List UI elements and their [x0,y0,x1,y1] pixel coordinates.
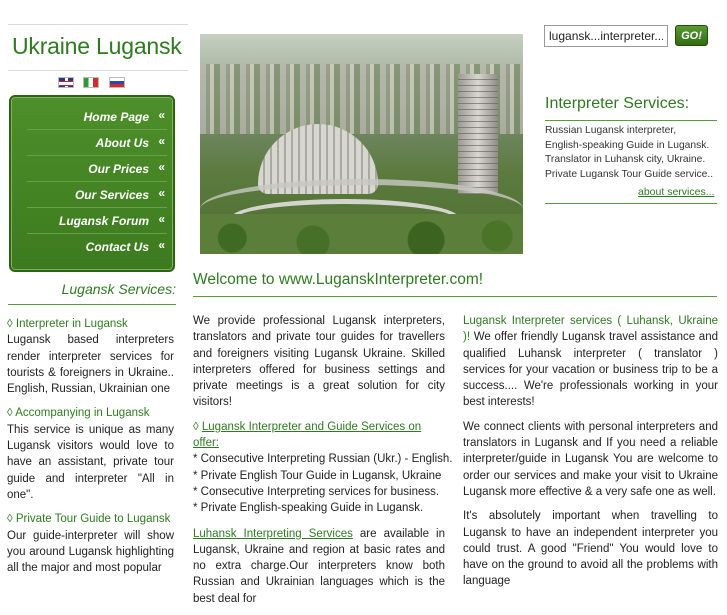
nav-label: About Us [95,136,149,150]
services-bullets [193,451,453,516]
site-title-box [8,24,188,71]
flag-italy-icon[interactable] [83,77,99,88]
list-item: * Private English Tour Guide in Lugansk, Ukraine [193,469,442,482]
summary-line: Private Lugansk Tour Guide service.. [545,168,714,180]
nav-item-services[interactable] [27,182,167,208]
chevron-left-icon: « [158,238,165,252]
flag-uk-icon[interactable] [58,77,74,88]
intro-paragraph: We provide professional Lugansk interpreters, translators and private tour guides for travellers and foreigners visiting Lugansk Ukraine. Skilled interpreters offered for business settings and private meetings is a great solution for city visitors! [193,315,445,409]
service-description: Our guide-interpreter will show you around Lugansk highlighting all the major and most popular [7,529,174,575]
chevron-left-icon: « [158,186,165,200]
nav-item-home[interactable] [27,104,167,130]
nav-item-about[interactable] [27,130,167,156]
flag-russia-icon[interactable] [109,77,125,88]
offer-text: We offer friendly Lugansk travel assistance and qualified Luhansk interpreter ( translator ) services for your vacation or business trip to be a success.... We're professionals working in your best interests! [463,331,718,409]
service-description: Lugansk based interpreters render interpreter services for tourists & foreigners in Ukraine.. English, Russian, Ukrainian one [7,334,174,396]
guide-services-heading [193,419,445,452]
list-item: * Consecutive Interpreting services for business. [193,485,440,498]
hero-trees [200,214,523,254]
diamond-icon: ◊ [193,420,202,433]
services-paragraph [193,526,445,607]
welcome-heading [193,269,717,297]
language-switcher [58,77,138,88]
interpreter-heading-text: Interpreter Services: [545,95,690,112]
interpreter-heading [545,93,717,121]
services-text: are available in Lugansk, Ukraine and region at basic rates and no extra charge.Our interpreters know both Russian and Ukrainian languages which is the best deal for [193,527,445,605]
service-title[interactable]: ◊ Private Tour Guide to Lugansk [7,513,171,526]
nav-label: Our Prices [88,162,149,176]
welcome-heading-text: Welcome to www.LuganskInterpreter.com! [193,271,484,288]
summary-line: Russian Lugansk interpreter, [545,125,677,136]
nav-label: Home Page [83,110,149,124]
list-item: * Private English-speaking Guide in Lugansk. [193,502,424,515]
offer-highlight: Lugansk Interpreter services ( Luhansk, Ukraine )! [463,315,718,344]
nav-item-forum[interactable] [27,208,167,234]
hero-tower [458,74,498,194]
chevron-left-icon: « [158,212,165,226]
list-item: * Consecutive Interpreting Russian (Ukr.) - English. [193,453,453,466]
summary-line: English-speaking Guide in Lugansk. [545,139,710,151]
trust-paragraph: It's absolutely important when travelling to Lugansk to have an independent interpreter you could trust. A good "Friend" You would love to have on the ground to avoid all the problems with language [463,510,718,588]
offer-paragraph [463,313,718,411]
connect-paragraph: We connect clients with personal interpreters and translators in Lugansk and If you need a reliable interpreter/guide in Lugansk You are welcome to order our services and make your visit to Ukraine Lugansk more effective & a very safe one as well. [463,420,718,498]
services-heading-text: Lugansk Services: [61,281,176,297]
service-title[interactable]: ◊ Interpreter in Lugansk [7,318,128,330]
search-button[interactable]: GO! [675,25,708,46]
summary-line: Translator in Luhansk city, Ukraine. [545,154,706,165]
chevron-left-icon: « [158,108,165,122]
nav-label: Our Services [74,188,149,202]
divider [545,203,717,204]
guide-services-link[interactable]: Lugansk Interpreter and Guide Services on offer: [193,420,422,450]
search-input[interactable] [544,25,668,47]
nav-item-contact[interactable] [27,234,167,260]
main-content [193,313,453,615]
services-heading [8,279,176,305]
right-content [463,313,718,598]
services-list [7,316,174,584]
interpreter-summary [545,124,720,182]
chevron-left-icon: « [158,160,165,174]
nav-label: Contact Us [85,240,149,254]
nav-label: Lugansk Forum [58,214,149,228]
interpreting-services-link[interactable]: Luhansk Interpreting Services [193,527,353,540]
nav-item-prices[interactable] [27,156,167,182]
service-description: This service is unique as many Lugansk visitors would love to have an assistant, private tour guide and interpreter "All in one". [7,423,174,501]
main-nav [9,95,175,272]
site-title: Ukraine Lugansk [12,33,182,59]
service-title[interactable]: ◊ Accompanying in Lugansk [7,407,150,420]
hero-photo [200,34,523,252]
about-services-link[interactable]: about services... [638,186,715,198]
chevron-left-icon: « [158,134,165,148]
